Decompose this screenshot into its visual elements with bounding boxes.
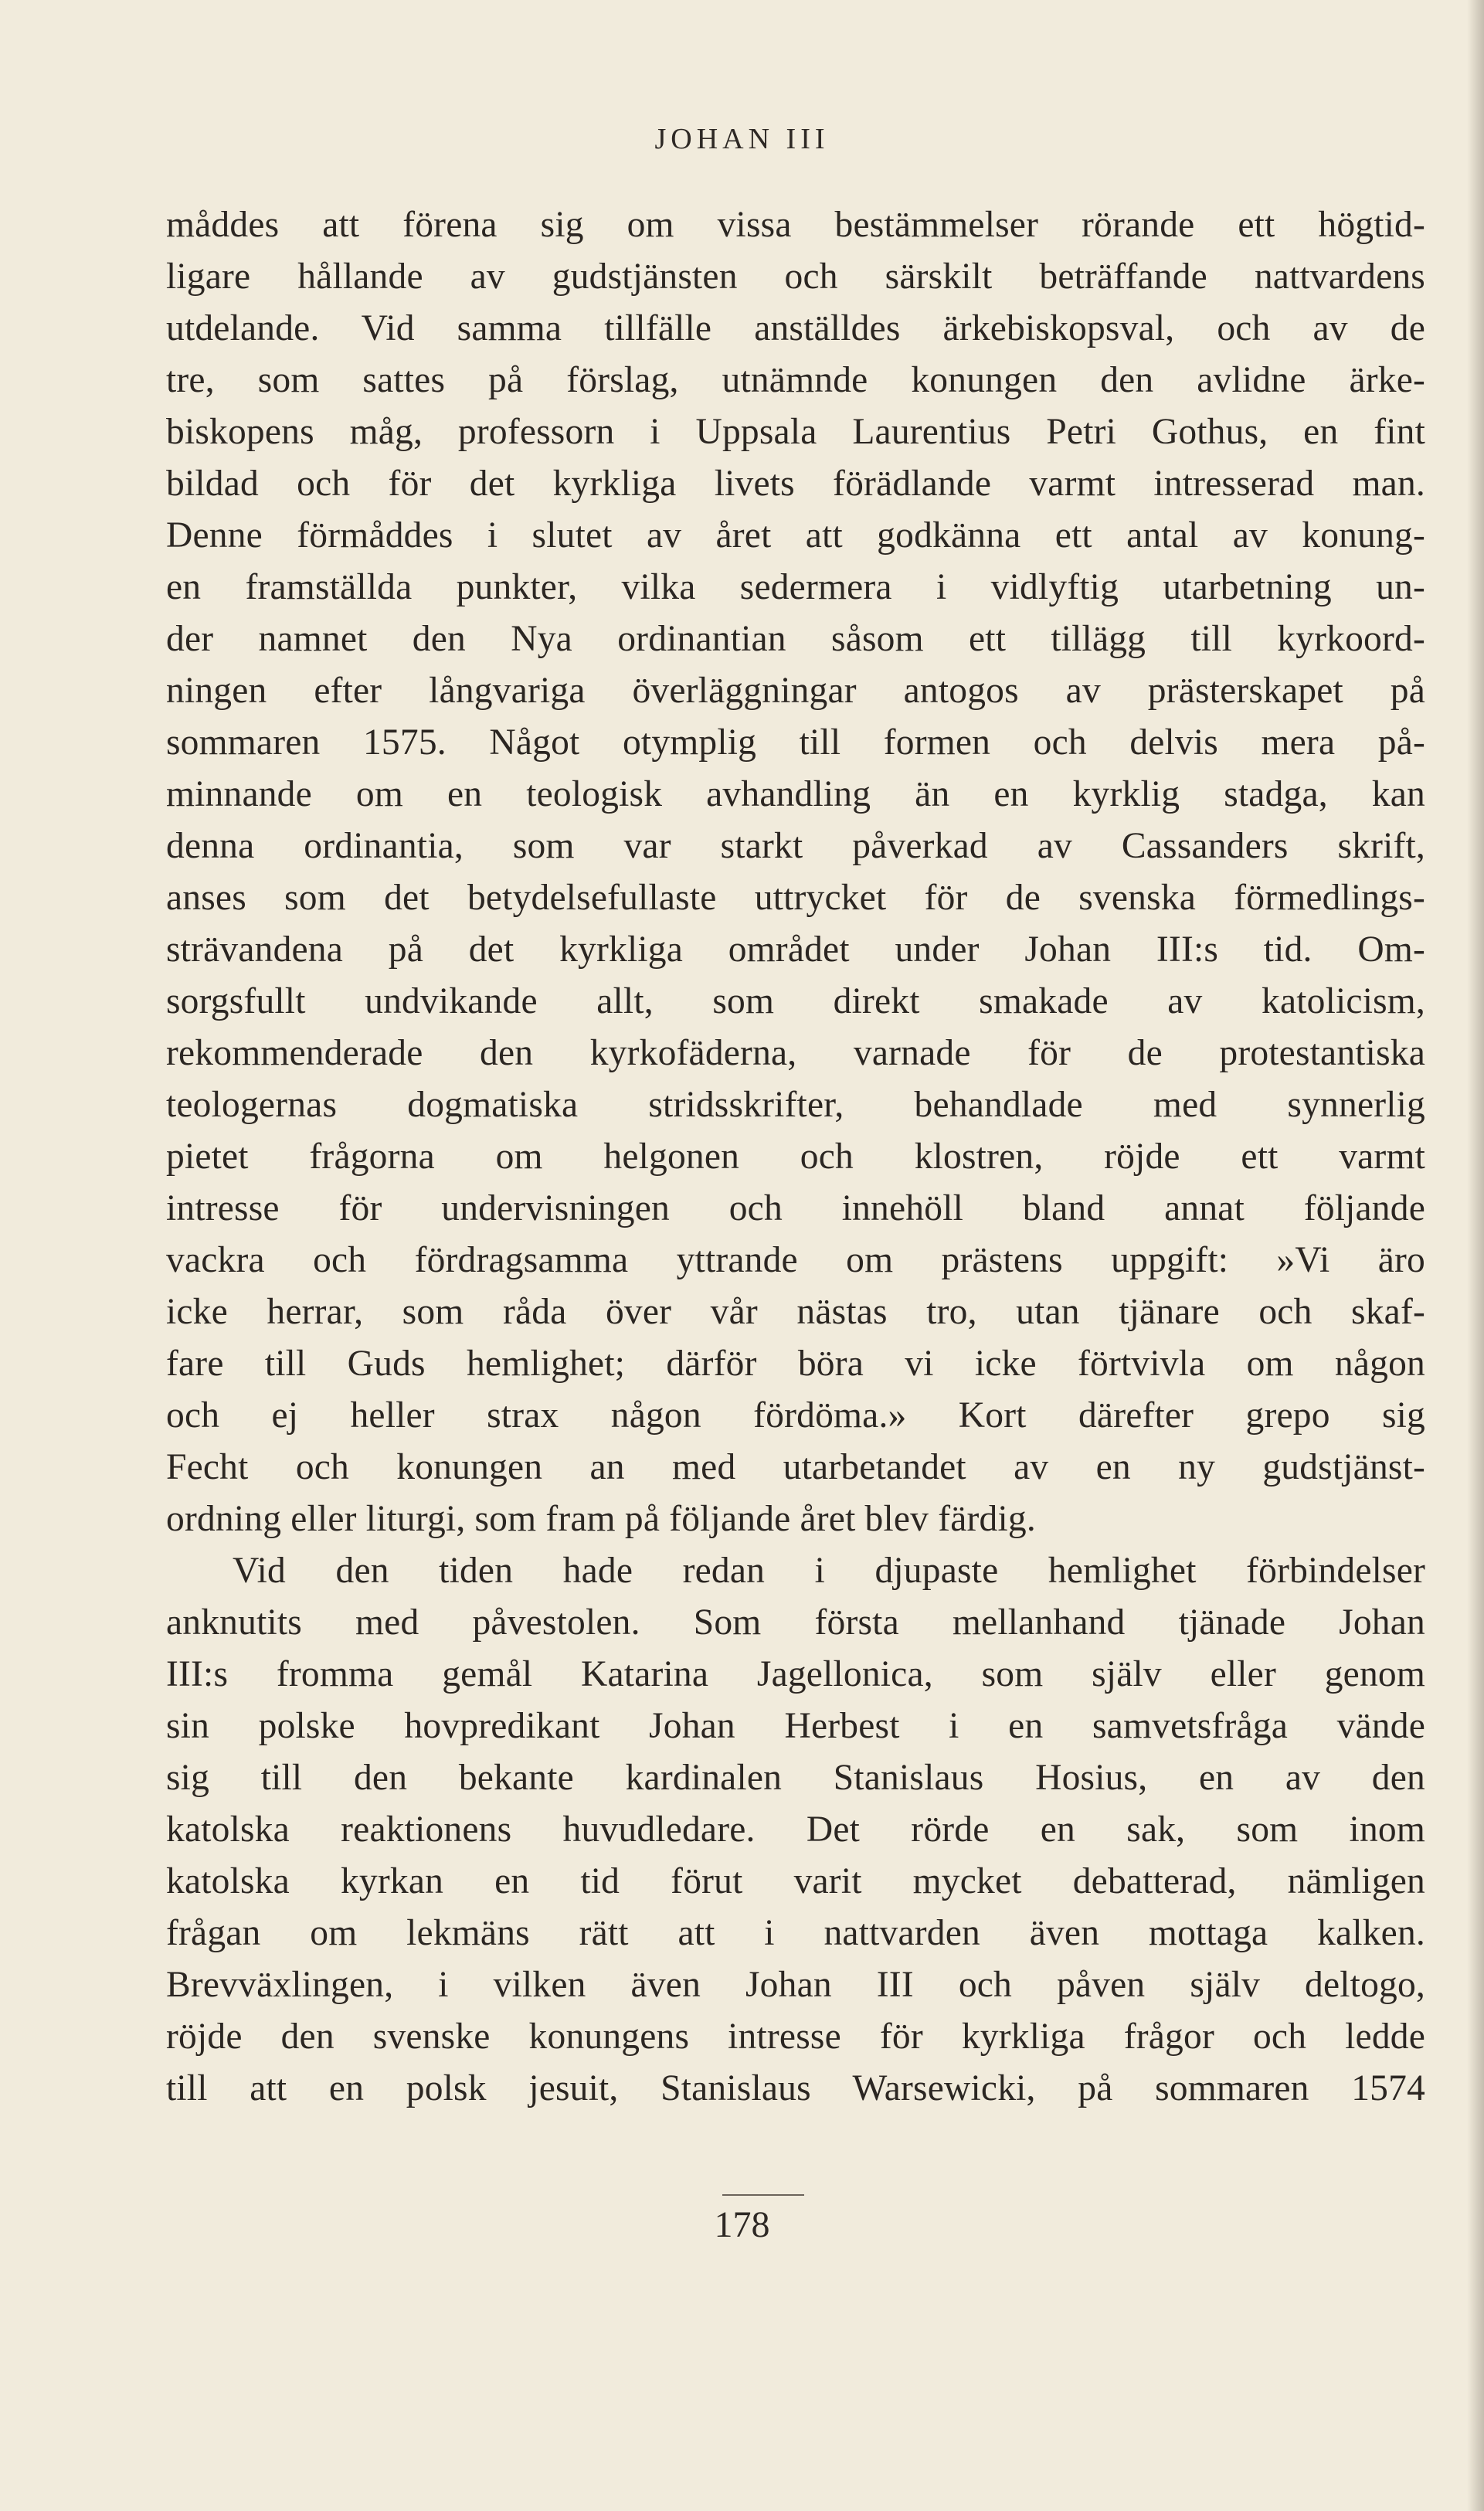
text-line: Denne förmåddes i slutet av året att godkänna ett antal av konung- — [166, 515, 1425, 556]
running-header: JOHAN III — [654, 123, 830, 155]
text-line: pietet frågorna om helgonen och klostren, röjde ett varmt — [166, 1137, 1425, 1177]
text-line: teologernas dogmatiska stridsskrifter, behandlade med synnerlig — [166, 1085, 1425, 1125]
text-line: minnande om en teologisk avhandling än en kyrklig stadga, kan — [166, 774, 1425, 814]
text-line: sorgsfullt undvikande allt, som direkt smakade av katolicism, — [166, 981, 1425, 1021]
text-line: rekommenderade den kyrkofäderna, varnade för de protestantiska — [166, 1033, 1425, 1073]
text-line: III:s fromma gemål Katarina Jagellonica, som själv eller genom — [166, 1654, 1425, 1694]
text-line: och ej heller strax någon fördöma.» Kort därefter grepo sig — [166, 1395, 1425, 1436]
text-line: strävandena på det kyrkliga området under Johan III:s tid. Om- — [166, 929, 1425, 970]
text-line: en framställda punkter, vilka sedermera i vidlyftig utarbetning un- — [166, 567, 1425, 607]
text-line: Brevväxlingen, i vilken även Johan III och påven själv deltogo, — [166, 1965, 1425, 2005]
text-line: sin polske hovpredikant Johan Herbest i en samvetsfråga vände — [166, 1706, 1425, 1746]
page-edge-shadow — [1467, 0, 1484, 2511]
text-line: der namnet den Nya ordinantian såsom ett tillägg till kyrkoord- — [166, 619, 1425, 659]
text-line: bildad och för det kyrkliga livets förädlande varmt intresserad man. — [166, 464, 1425, 504]
text-line: intresse för undervisningen och innehöll bland annat följande — [166, 1188, 1425, 1228]
body-text — [166, 199, 1425, 2177]
text-line: katolska kyrkan en tid förut varit mycket debatterad, nämligen — [166, 1861, 1425, 1901]
footer-rule — [722, 2194, 804, 2196]
text-line: till att en polsk jesuit, Stanislaus Warsewicki, på sommaren 1574 — [166, 2068, 1425, 2108]
text-line: denna ordinantia, som var starkt påverkad av Cassanders skrift, — [166, 826, 1425, 866]
text-line: ordning eller liturgi, som fram på följande året blev färdig. — [166, 1499, 1036, 1539]
text-line: ningen efter långvariga överläggningar antogos av prästerskapet på — [166, 671, 1425, 711]
text-line: anknutits med påvestolen. Som första mellanhand tjänade Johan — [166, 1602, 1425, 1643]
text-line: ligare hållande av gudstjänsten och särskilt beträffande nattvardens — [166, 257, 1425, 297]
text-line: icke herrar, som råda över vår nästas tro, utan tjänare och skaf- — [166, 1292, 1425, 1332]
text-line: sig till den bekante kardinalen Stanislaus Hosius, en av den — [166, 1758, 1425, 1798]
text-line: tre, som sattes på förslag, utnämnde konungen den avlidne ärke- — [166, 360, 1425, 400]
text-line: anses som det betydelsefullaste uttrycket för de svenska förmedlings- — [166, 878, 1425, 918]
text-line: katolska reaktionens huvudledare. Det rörde en sak, som inom — [166, 1809, 1425, 1850]
text-line: fare till Guds hemlighet; därför böra vi icke förtvivla om någon — [166, 1344, 1425, 1384]
text-line: Fecht och konungen an med utarbetandet av en ny gudstjänst- — [166, 1447, 1425, 1487]
text-line: sommaren 1575. Något otymplig till formen och delvis mera på- — [166, 722, 1425, 763]
text-line: vackra och fördragsamma yttrande om prästens uppgift: »Vi äro — [166, 1240, 1425, 1280]
text-line: Vid den tiden hade redan i djupaste hemlighet förbindelser — [233, 1551, 1425, 1591]
text-line: röjde den svenske konungens intresse för kyrkliga frågor och ledde — [166, 2017, 1425, 2057]
text-line: måddes att förena sig om vissa bestämmelser rörande ett högtid- — [166, 205, 1425, 245]
text-line: utdelande. Vid samma tillfälle anställdes ärkebiskopsval, och av de — [166, 308, 1425, 348]
text-line: biskopens måg, professorn i Uppsala Laurentius Petri Gothus, en fint — [166, 412, 1425, 452]
page-number: 178 — [714, 2204, 770, 2245]
text-line: frågan om lekmäns rätt att i nattvarden även mottaga kalken. — [166, 1913, 1425, 1953]
